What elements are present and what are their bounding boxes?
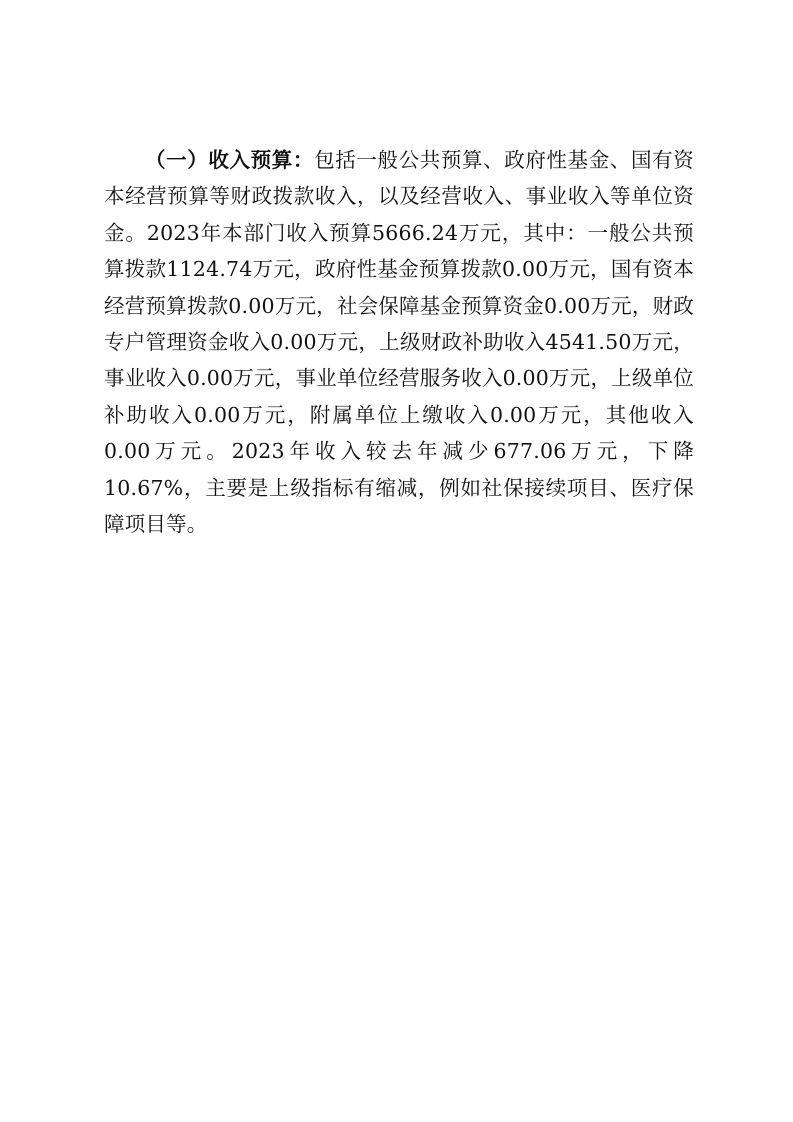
section-heading: （一）收入预算：	[145, 148, 315, 172]
income-budget-paragraph	[104, 142, 694, 542]
section-body: 包括一般公共预算、政府性基金、国有资本经营预算等财政拨款收入，以及经营收入、事业收入等单位资金。2023年本部门收入预算5666.24万元，其中：一般公共预算拨款1124.74万元，政府性基金预算拨款0.00万元，国有资本经营预算拨款0.00万元，社会保障基金预算资金0.00万元，财政专户管理资金收入0.00万元，上级财政补助收入4541.50万元，事业收入0.00万元，事业单位经营服务收入0.00万元，上级单位补助收入0.00万元，附属单位上缴收入0.00万元，其他收入0.00万元。2023年收入较去年减少677.06万元，下降10.67%，主要是上级指标有缩减，例如社保接续项目、医疗保障项目等。	[104, 148, 694, 537]
